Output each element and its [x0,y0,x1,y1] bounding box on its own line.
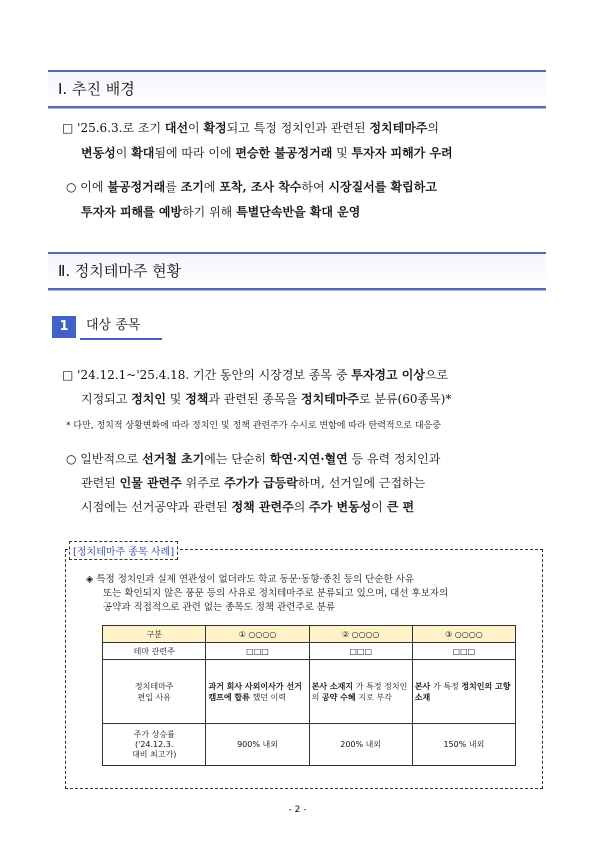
text-run: 위주로 [181,476,225,490]
table-cell: 테마 관련주 [103,643,206,660]
page-number: - 2 - [288,805,307,815]
bold-text: 편승한 불공정거래 [235,146,333,160]
bold-text: 정치인의 [461,681,496,691]
bold-text: 본사 [414,681,434,691]
table-cell [206,660,309,724]
case-description-line: 또는 확인되지 않은 풍문 등의 사유로 정치테마주로 분류되고 있으며, 대선 후보자의 [103,588,449,599]
paragraph-line [76,452,440,466]
bold-text: 선거철 초기 [142,452,205,466]
text-run: 등 유력 정치인과 [347,452,441,466]
text-run: 부각 [376,692,392,702]
text-run: 지정되고 [81,392,132,406]
table-row [103,724,516,766]
bold-text: 선거 캠프에 합류 [208,681,302,702]
text-run: 이력 [270,692,287,702]
paragraph-target-2 [66,452,440,467]
circle-bullet-icon: ○ [66,452,77,466]
bold-text: 조기 [180,180,204,194]
paragraph-target-2-line3 [81,500,414,515]
table-header-cell: 구분 [103,626,206,643]
text-run: 되고 특정 정치인과 관련된 [226,121,370,135]
case-box-label: [정치테마주 종목 사례] [69,541,178,560]
table-cell [103,660,206,724]
table-cell-line: 주가 상승률 [133,730,175,739]
text-run: 시점에는 선거공약과 관련된 [81,500,232,514]
text-run: 를 [165,180,181,194]
text-run: 가 특정 [355,681,385,691]
table-row [103,660,516,724]
table-row [103,643,516,660]
table-header-cell: ① ○○○○ [206,626,309,643]
table-cell: 150% 내외 [412,724,515,766]
text-run: 이 [371,500,387,514]
table-cell: □□□ [206,643,309,660]
section-title-background [48,252,546,290]
text-run: 하여 [301,180,329,194]
text-run: 일반적으로 [76,452,143,466]
text-run: 정치인의 [311,681,408,702]
table-cell [412,660,515,724]
bold-text: 정치인 [131,392,166,406]
case-table [102,625,516,766]
section-title-background [48,70,546,108]
paragraph-background-1-line2 [81,146,453,161]
case-description-line: 공약과 직접적으로 관련 없는 종목도 정책 관련주로 분류 [103,602,336,613]
table-cell: 900% 내외 [206,724,309,766]
bold-text: 포착, 조사 착수 [219,180,302,194]
paragraph-target-1 [62,368,448,383]
text-run: 과 관련된 종목을 [208,392,301,406]
bold-text: 주가가 급등락 [224,476,298,490]
bold-text: 정치테마주 [300,392,359,406]
subsection-title: 대상 종목 [80,316,162,340]
table-cell [309,660,412,724]
text-run: 하며, 선거일에 근접하는 [297,476,426,490]
text-run: 가 특정 [433,681,462,691]
bold-text: 학연·지연·혈연 [269,452,348,466]
bold-text: 과거 회사 사외이사가 [208,681,287,691]
text-run: 하기 위해 [182,205,237,219]
text-run: 이 [188,121,204,135]
text-run: 관련된 [81,476,120,490]
table-cell [103,724,206,766]
table-cell: □□□ [309,643,412,660]
text-run: 에는 단순히 [204,452,270,466]
table-header-cell: ③ ○○○○ [412,626,515,643]
table-header-row [103,626,516,643]
paragraph-background-2-line2 [81,205,360,220]
bold-text: 시장질서를 확립하고 [328,180,437,194]
table-cell: 200% 내외 [309,724,412,766]
text-run: 지로 [358,692,377,702]
footnote: * 다만, 정치적 상황변화에 따라 정치인 및 정책 관련주가 수시로 변함에 따라 탄력적으로 대응중 [66,421,441,431]
case-description [86,573,414,586]
bold-text: 고향 소재 [414,681,511,702]
text-run: 의 [427,121,439,135]
table-cell-line: 대비 최고가) [132,750,177,759]
table-cell: □□□ [412,643,515,660]
square-bullet-icon: □ [62,121,74,135]
table-header-cell: ② ○○○○ [309,626,412,643]
paragraph-background-2 [66,180,437,195]
bold-text: 큰 편 [386,500,415,514]
table-cell-line: 편입 사유 [137,692,171,702]
bold-text: 공약 수혜 [321,692,359,702]
bold-text: 투자자 피해를 예방 [81,205,183,219]
table-cell-line: ('24.12.3. [135,740,174,749]
bold-text: 불공정거래 [107,180,166,194]
text-run: 및 [332,146,352,160]
paragraph-line [76,180,436,194]
text-run: 의 [293,500,310,514]
text-run: 했던 [252,692,271,702]
text-run: 됨에 따라 이에 [154,146,236,160]
bold-text: 주가 변동성 [309,500,372,514]
bold-text: 투자자 피해가 우려 [351,146,453,160]
bold-text: 투자경고 이상 [351,368,425,382]
bold-text: 정치테마주 [369,121,428,135]
paragraph-line [73,121,439,135]
bold-text: 본사 소재지 [311,681,356,691]
circle-bullet-icon: ○ [66,180,77,194]
paragraph-background-1 [62,121,439,136]
bold-text: 정책 [185,392,209,406]
text-run: 로 분류(60종목)* [358,392,452,406]
text-run: '25.6.3.로 조기 [73,121,165,135]
text-run: 이에 [76,180,108,194]
paragraph-line [73,368,448,382]
text-run: '24.12.1~'25.4.18. 기간 동안의 시장경보 종목 중 [73,368,352,382]
text-run: 으로 [424,368,449,382]
bold-text: 인물 관련주 [119,476,182,490]
text-run: 에 [203,180,220,194]
bold-text: 확정 [203,121,227,135]
bold-text: 확대 [131,146,155,160]
paragraph-target-1-line2 [81,392,451,407]
case-description-line: 특정 정치인과 실제 연관성이 없더라도 학교 동문·동향·종친 등의 단순한 사유 [96,574,415,585]
square-bullet-icon: □ [62,368,74,382]
bold-text: 변동성 [81,146,116,160]
bold-text: 정책 관련주 [231,500,294,514]
paragraph-target-2-line2 [81,476,425,491]
text-run: 이 [115,146,132,160]
subsection-number: 1 [52,316,76,338]
table-cell-line: 정치테마주 [134,681,174,691]
bold-text: 대선 [164,121,189,135]
text-run: 및 [165,392,186,406]
section-title: Ⅱ. 정치테마주 현황 [58,262,182,280]
section-title: Ⅰ. 추진 배경 [58,80,135,98]
bold-text: 특별단속반을 확대 운영 [236,205,361,219]
diamond-bullet-icon: ◈ [86,574,94,585]
